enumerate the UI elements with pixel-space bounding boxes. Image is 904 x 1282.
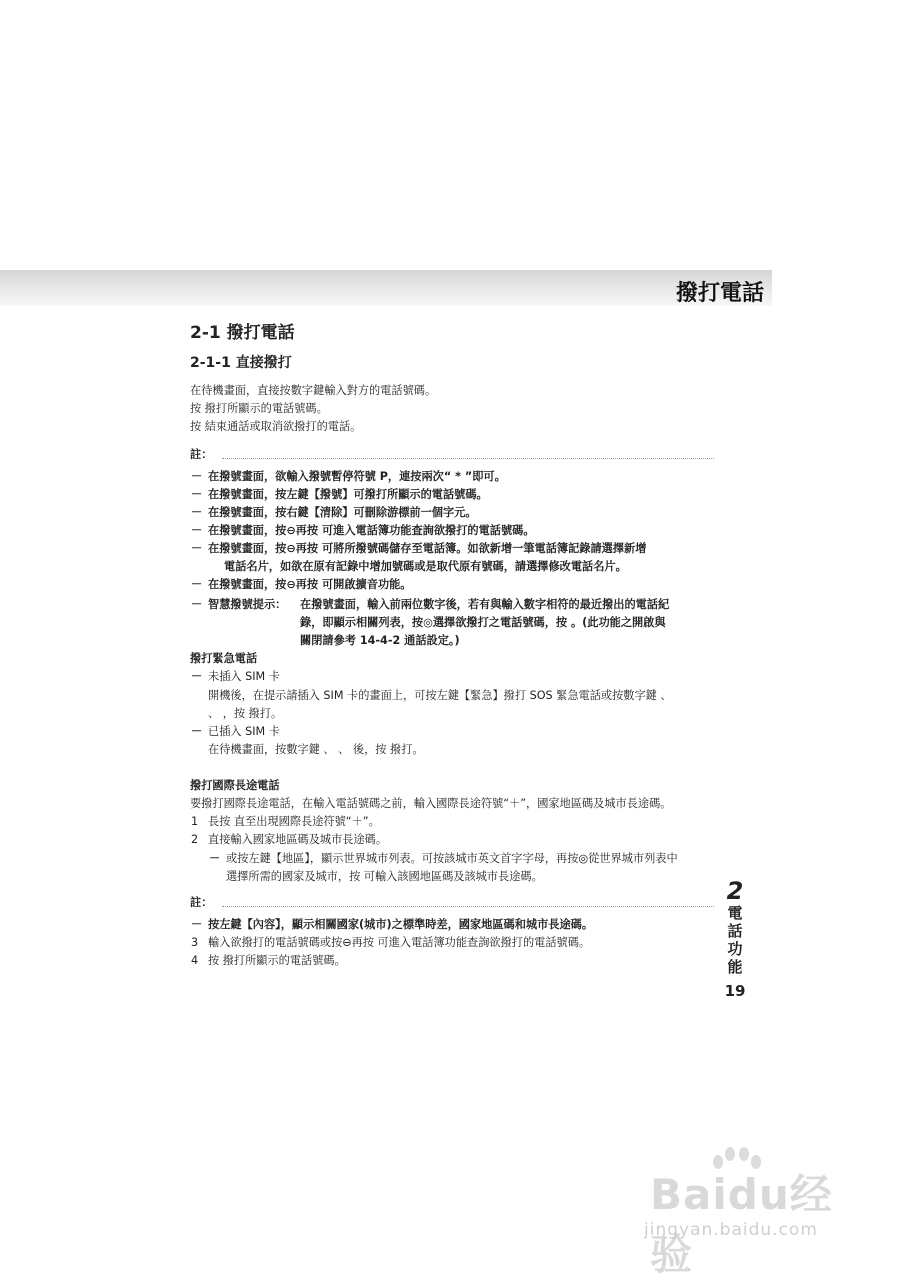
note-item-text: 在撥號畫面，按左鍵【撥號】可撥打所顯示的電話號碼。 bbox=[208, 488, 488, 501]
bullet-dash: － bbox=[191, 506, 203, 519]
intl-subitem bbox=[209, 851, 678, 867]
intro-line: 按 撥打所顯示的電話號碼。 bbox=[190, 402, 328, 415]
intl-text: 要撥打國際長途電話，在輸入電話號碼之前，輸入國際長途符號“＋”，國家地區碼及城市長途碼。 bbox=[190, 797, 672, 810]
smart-dial-label: 智慧撥號提示： bbox=[208, 598, 287, 611]
emergency-title: 撥打緊急電話 bbox=[190, 652, 258, 665]
note-item bbox=[191, 505, 477, 521]
intl-step bbox=[191, 953, 346, 969]
note-divider bbox=[222, 458, 714, 459]
intl-title: 撥打國際長途電話 bbox=[190, 779, 280, 792]
smart-dial-text: 關閉請參考 14-4-2 通話設定。) bbox=[300, 634, 460, 647]
chapter-tab bbox=[722, 878, 748, 976]
note-item bbox=[191, 523, 535, 539]
bullet-dash: － bbox=[191, 524, 203, 537]
intl-step-text: 直接輸入國家地區碼及城市長途碼。 bbox=[208, 833, 388, 846]
smart-dial-text: 錄，即顯示相關列表，按◎選擇欲撥打之電話號碼，按 。(此功能之開啟與 bbox=[300, 616, 666, 629]
intl-step bbox=[191, 814, 380, 830]
note-item bbox=[191, 487, 488, 503]
note-item bbox=[191, 597, 287, 613]
note-item-text: 按左鍵【內容】，顯示相關國家(城市)之標準時差，國家地區碼和城市長途碼。 bbox=[208, 918, 594, 931]
note-item-text: 在撥號畫面，欲輸入撥號暫停符號 P，連按兩次“ * ”即可。 bbox=[208, 470, 506, 483]
chapter-label-char: 功 bbox=[727, 940, 743, 958]
step-number: 1 bbox=[191, 815, 199, 828]
bullet-dash: － bbox=[191, 488, 203, 501]
bullet-dash: － bbox=[209, 852, 221, 865]
step-number: 4 bbox=[191, 954, 199, 967]
emergency-item-text: 已插入 SIM 卡 bbox=[208, 725, 280, 738]
note-item-text: 在撥號畫面，按⊖再按 可將所撥號碼儲存至電話簿。如欲新增一筆電話簿記錄請選擇新增 bbox=[208, 542, 647, 555]
emergency-text: 在待機畫面，按數字鍵 、 、 後，按 撥打。 bbox=[208, 743, 424, 756]
note-divider bbox=[222, 906, 714, 907]
watermark-brand: Baidu经验 bbox=[650, 1170, 833, 1279]
page-header-title: 撥打電話 bbox=[675, 281, 764, 306]
step-number: 2 bbox=[191, 833, 199, 846]
emergency-item-text: 未插入 SIM 卡 bbox=[208, 670, 280, 683]
watermark-url: jingyan.baidu.com bbox=[644, 1220, 818, 1240]
chapter-label-char: 話 bbox=[727, 922, 743, 940]
note-item bbox=[191, 469, 506, 485]
bullet-dash: － bbox=[191, 578, 203, 591]
intl-step-text: 按 撥打所顯示的電話號碼。 bbox=[208, 954, 346, 967]
intl-step-text: 輸入欲撥打的電話號碼或按⊖再按 可進入電話簿功能查詢欲撥打的電話號碼。 bbox=[208, 936, 591, 949]
note-item bbox=[191, 541, 647, 557]
note-item-text: 在撥號畫面，按⊖再按 可開啟擴音功能。 bbox=[208, 578, 412, 591]
page-number: 19 bbox=[724, 982, 746, 1000]
bullet-dash: － bbox=[191, 598, 203, 611]
emergency-item bbox=[191, 669, 280, 685]
intl-subitem-continued: 選擇所需的國家及城市，按 可輸入該國地區碼及該城市長途碼。 bbox=[226, 870, 543, 883]
section-title: 2-1 撥打電話 bbox=[190, 323, 295, 343]
note-item-text: 在撥號畫面，按右鍵【清除】可刪除游標前一個字元。 bbox=[208, 506, 477, 519]
chapter-label-char: 電 bbox=[727, 904, 743, 922]
note-item-continued: 電話名片，如欲在原有記錄中增加號碼或是取代原有號碼，請選擇修改電話名片。 bbox=[224, 560, 627, 573]
bullet-dash: － bbox=[191, 470, 203, 483]
bullet-dash: － bbox=[191, 725, 203, 738]
note-item-text: 在撥號畫面，按⊖再按 可進入電話簿功能查詢欲撥打的電話號碼。 bbox=[208, 524, 535, 537]
note-item bbox=[191, 917, 594, 933]
note-label: 註： bbox=[190, 448, 213, 461]
intl-subitem-text: 或按左鍵【地區】，顯示世界城市列表。可按該城市英文首字字母，再按◎從世界城市列表中 bbox=[226, 852, 678, 865]
emergency-text: 、 ，按 撥打。 bbox=[208, 707, 283, 720]
note-label: 註： bbox=[190, 896, 213, 909]
intl-step bbox=[191, 832, 388, 848]
step-number: 3 bbox=[191, 936, 199, 949]
intl-step bbox=[191, 935, 591, 951]
intro-line: 按 結束通話或取消欲撥打的電話。 bbox=[190, 420, 362, 433]
intl-step-text: 長按 直至出現國際長途符號“＋”。 bbox=[208, 815, 380, 828]
subsection-title: 2-1-1 直接撥打 bbox=[190, 355, 292, 371]
bullet-dash: － bbox=[191, 918, 203, 931]
header-bar bbox=[0, 270, 772, 306]
chapter-number: 2 bbox=[726, 877, 744, 905]
bullet-dash: － bbox=[191, 542, 203, 555]
chapter-label-char: 能 bbox=[727, 958, 743, 976]
baidu-watermark bbox=[620, 1140, 860, 1279]
emergency-item bbox=[191, 724, 280, 740]
bullet-dash: － bbox=[191, 670, 203, 683]
emergency-text: 開機後，在提示請插入 SIM 卡的畫面上，可按左鍵【緊急】撥打 SOS 緊急電話或按數字鍵 、 bbox=[208, 689, 672, 702]
note-item bbox=[191, 577, 412, 593]
smart-dial-text: 在撥號畫面，輸入前兩位數字後，若有與輸入數字相符的最近撥出的電話紀 bbox=[300, 598, 670, 611]
intro-line: 在待機畫面，直接按數字鍵輸入對方的電話號碼。 bbox=[190, 384, 437, 397]
